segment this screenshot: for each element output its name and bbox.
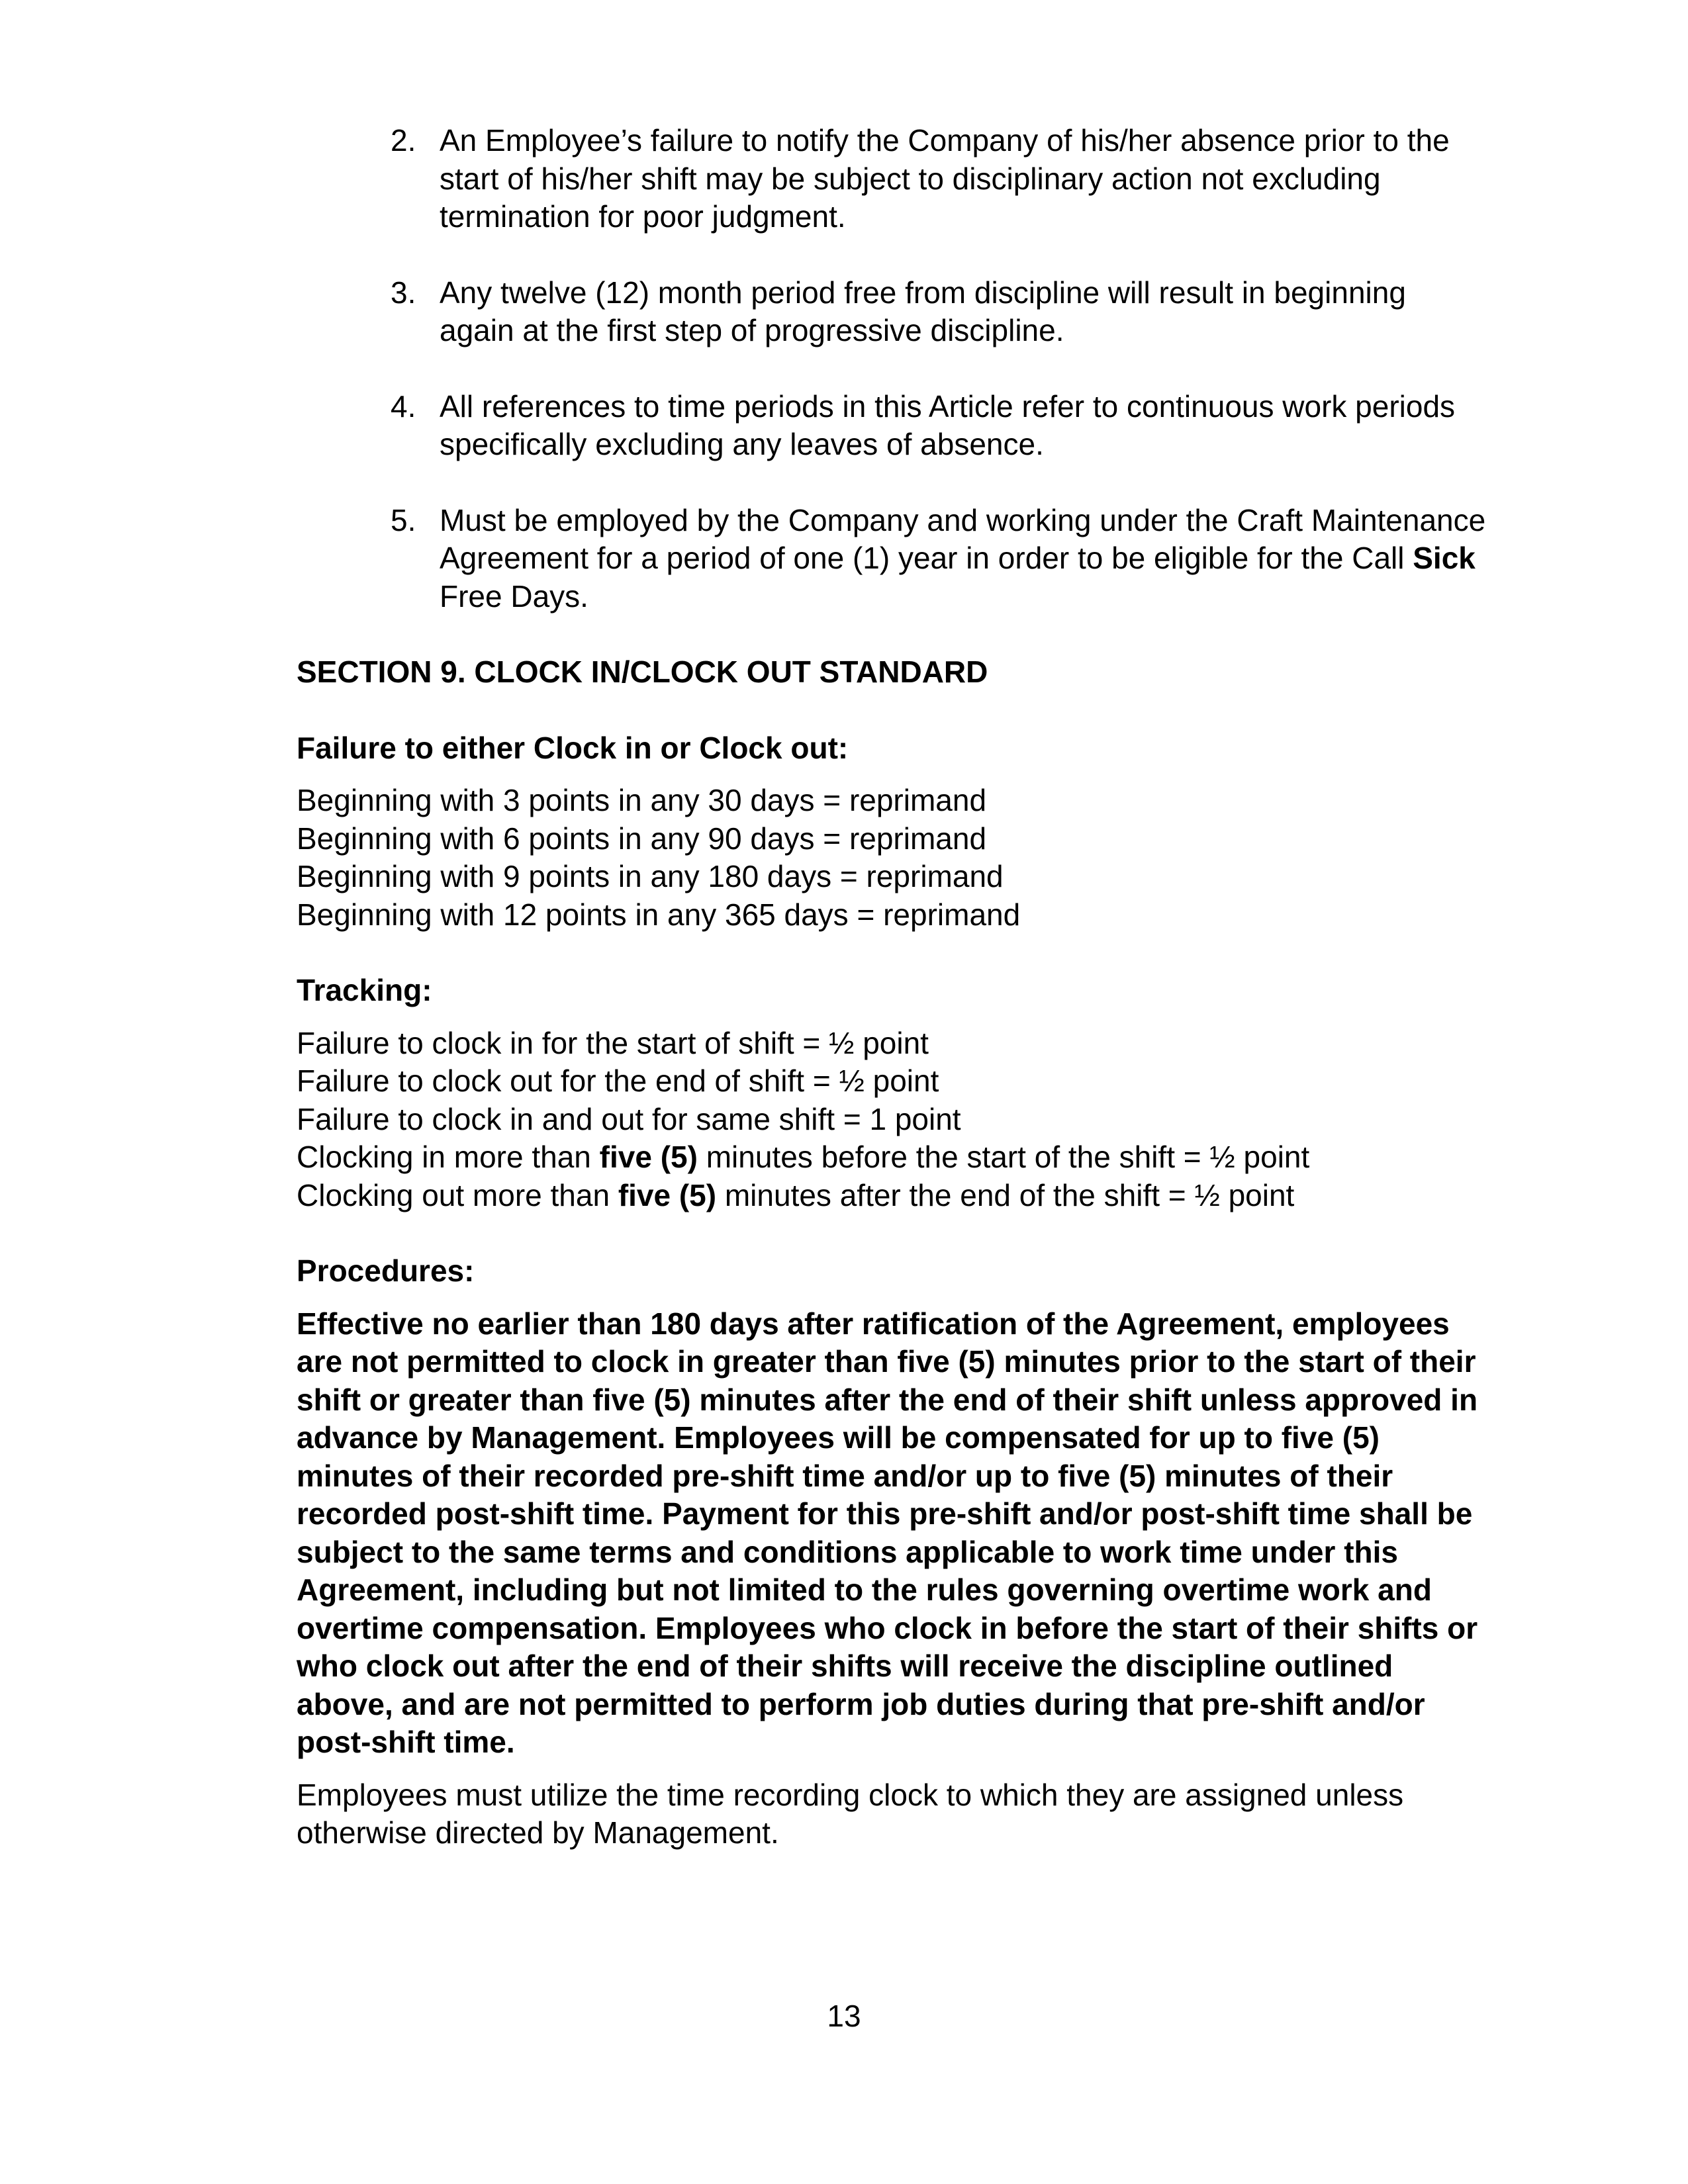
failure-heading: Failure to either Clock in or Clock out: [297,730,849,765]
failure-line: Beginning with 6 points in any 90 days = reprimand [297,821,987,856]
list-item-number: 3. [391,275,416,310]
list-item [391,274,1488,350]
tracking-line: Failure to clock out for the end of shift = ½ point [297,1064,939,1098]
failure-line: Beginning with 3 points in any 30 days = reprimand [297,783,987,817]
list-item [391,388,1488,464]
tracking-line: Failure to clock in and out for same shift = 1 point [297,1101,961,1136]
tracking-heading: Tracking: [297,973,432,1007]
list-item [391,122,1488,236]
failure-lines [297,782,1488,934]
list-item-text-start: Must be employed by the Company and working under the Craft Maintenance Agreement for a period of one (1) year in order to be eligible for the Call [440,502,1486,575]
tracking-line-early [297,1138,1488,1177]
list-item-text-end: Free Days. [440,578,588,614]
failure-line: Beginning with 9 points in any 180 days = reprimand [297,859,1004,893]
list-item [391,502,1488,616]
document-page [297,122,1488,1852]
page-number: 13 [827,1999,861,2033]
tracking-late-end: minutes after the end of the shift = ½ point [716,1177,1295,1212]
tracking-line: Failure to clock in for the start of shift = ½ point [297,1025,929,1060]
tracking-lines [297,1024,1488,1215]
list-item-number: 4. [391,388,416,424]
list-item-number: 2. [391,123,416,158]
tracking-early-emphasis: five (5) [599,1140,698,1174]
tracking-late-start: Clocking out more than [297,1177,618,1212]
failure-line: Beginning with 12 points in any 365 days = reprimand [297,897,1021,932]
procedures-heading: Procedures: [297,1253,475,1288]
tracking-early-start: Clocking in more than [297,1140,600,1174]
numbered-list [391,122,1488,615]
closing-paragraph: Employees must utilize the time recording clock to which they are assigned unless otherwise directed by Management. [297,1777,1404,1850]
section-title: SECTION 9. CLOCK IN/CLOCK OUT STANDARD [297,655,988,689]
list-item-text [440,503,1485,614]
tracking-line-late [297,1177,1488,1215]
tracking-late-emphasis: five (5) [618,1177,717,1212]
list-item-text: All references to time periods in this Article refer to continuous work periods specifically excluding any leaves of absence. [440,388,1456,461]
tracking-early-end: minutes before the start of the shift = ½ point [697,1140,1310,1174]
list-item-number: 5. [391,502,416,537]
list-item-text: Any twelve (12) month period free from discipline will result in beginning again at the first step of progressive discipline. [440,275,1406,347]
procedures-paragraph: Effective no earlier than 180 days after ratification of the Agreement, employees are not permitted to clock in greater than five (5) minutes prior to the start of their shift or greater than five (5) minutes after the end of their shift unless approved in advance by Management. Employees will be compensated for up to five (5) minutes of their recorded pre-shift time and/or up to five (5) minutes of their recorded post-shift time. Payment for this pre-shift and/or post-shift time shall be subject to the same terms and conditions applicable to work time under this Agreement, including but not limited to the rules governing overtime work and overtime compensation. Employees who clock in before the start of their shifts or who clock out after the end of their shifts will receive the discipline outlined above, and are not permitted to perform job duties during that pre-shift and/or post-shift time. [297,1306,1478,1759]
list-item-text: An Employee’s failure to notify the Company of his/her absence prior to the start of his/her shift may be subject to disciplinary action not excluding termination for poor judgment. [440,123,1450,234]
list-item-emphasis: Sick [1413,541,1476,575]
